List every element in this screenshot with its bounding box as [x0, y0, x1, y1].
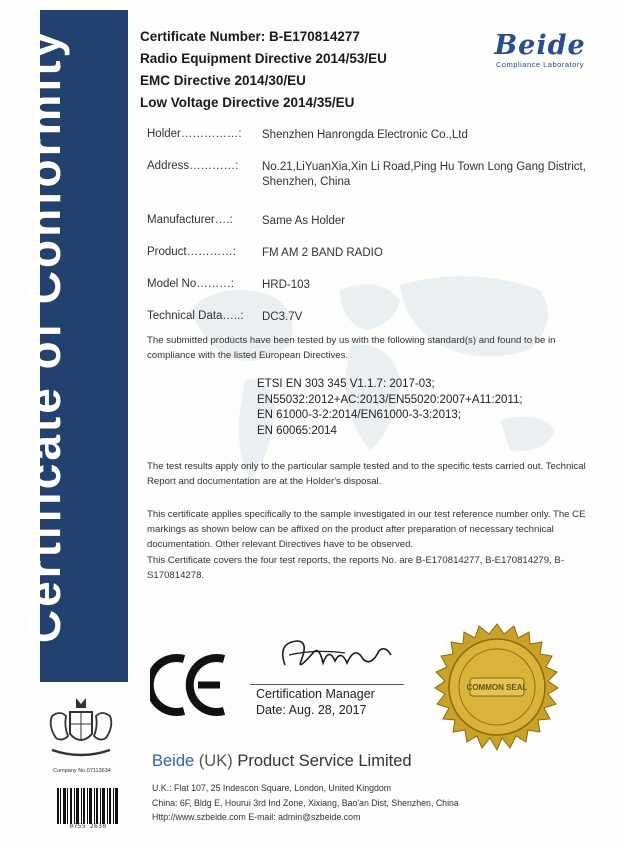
- footer-web-email: Http://www.szbeide.com E-mail: admin@szbeide.com: [152, 812, 361, 822]
- signature-line: [250, 684, 404, 685]
- footer-china-address: China: 6F, Bldg E, Hourui 3rd Ind Zone, Xixiang, Bao'an Dist, Shenzhen, China: [152, 797, 459, 808]
- standard-item: ETSI EN 303 345 V1.1.7: 2017-03;: [257, 378, 435, 390]
- ce-marking-paragraph: This certificate applies specifically to the sample investigated in our test reference number only. The CE markings as shown below can be affixed on the product after preparation of necessary technical documentation. Other relevant Directives have to be observed.: [147, 509, 586, 551]
- footer-uk: (UK): [198, 752, 233, 770]
- reports-paragraph: This Certificate covers the four test reports, the reports No. are B-E170814277, B-E170814279, B-S170814278.: [147, 555, 565, 582]
- directive-emc: EMC Directive 2014/30/EU: [140, 73, 306, 88]
- field-label: Manufacturer….:: [147, 214, 233, 226]
- company-number: Company No.07113634: [53, 768, 111, 774]
- logo-name: Beide: [494, 30, 586, 61]
- coat-of-arms-icon: [40, 692, 122, 762]
- field-model: [147, 278, 607, 310]
- beide-logo: [484, 32, 596, 69]
- sidebar-title: Certificate of Conformity: [18, 28, 70, 644]
- directive-lvd: Low Voltage Directive 2014/35/EU: [140, 95, 355, 110]
- field-value: No.21,LiYuanXia,Xin Li Road,Ping Hu Town Long Gang District, Shenzhen, China: [262, 161, 586, 188]
- field-product: [147, 246, 607, 278]
- field-label: Technical Data…..:: [147, 310, 244, 322]
- certificate-header: [140, 26, 387, 114]
- field-label: Holder……………:: [147, 128, 242, 140]
- logo-subtitle: Compliance Laboratory: [495, 60, 585, 69]
- field-label: Address…………:: [147, 160, 239, 172]
- footer-company-name: [152, 752, 412, 771]
- footer-contact: [152, 781, 459, 825]
- test-results-paragraph: The test results apply only to the particular sample tested and to the specific tests carried out. Technical Report and documentation are at the Holder's disposal.: [147, 461, 586, 488]
- issue-date: Date: Aug. 28, 2017: [256, 703, 367, 717]
- certificate-fields: [147, 128, 607, 330]
- field-value: HRD-103: [262, 279, 310, 291]
- field-manufacturer: [147, 214, 607, 246]
- field-technical-data: [147, 310, 607, 330]
- signatory-title: Certification Manager: [256, 687, 375, 701]
- footer-rest: Product Service Limited: [237, 752, 412, 770]
- gold-seal-icon: [432, 622, 562, 752]
- field-label: Model No………:: [147, 278, 234, 290]
- standard-item: EN 61000-3-2:2014/EN61000-3-3:2013;: [257, 409, 461, 421]
- standards-list: [257, 377, 523, 439]
- certificate-number: Certificate Number: B-E170814277: [140, 29, 360, 44]
- standard-item: EN55032:2012+AC:2013/EN55020:2007+A11:2011;: [257, 393, 523, 406]
- field-value: FM AM 2 BAND RADIO: [262, 247, 383, 259]
- seal-text: COMMON SEAL: [466, 683, 528, 692]
- barcode-number: 0755 2630: [69, 823, 107, 830]
- field-label: Product…………:: [147, 246, 236, 258]
- standard-item: EN 60065:2014: [257, 424, 337, 437]
- footer-uk-address: U.K.: Flat 107, 25 Indescon Square, London, United Kingdom: [152, 783, 392, 793]
- footer-brand: Beide: [152, 752, 195, 770]
- intro-paragraph: The submitted products have been tested by us with the following standard(s) and found to be in compliance with the listed European Directives.: [147, 335, 556, 362]
- field-value: Shenzhen Hanrongda Electronic Co.,Ltd: [262, 129, 468, 141]
- signature-icon: [275, 635, 395, 677]
- field-value: Same As Holder: [262, 215, 346, 227]
- directive-red: Radio Equipment Directive 2014/53/EU: [140, 51, 387, 66]
- field-holder: [147, 128, 607, 160]
- barcode-icon: [56, 788, 120, 824]
- ce-mark-icon: [150, 652, 230, 718]
- field-value: DC3.7V: [262, 311, 303, 323]
- field-address: [147, 160, 607, 214]
